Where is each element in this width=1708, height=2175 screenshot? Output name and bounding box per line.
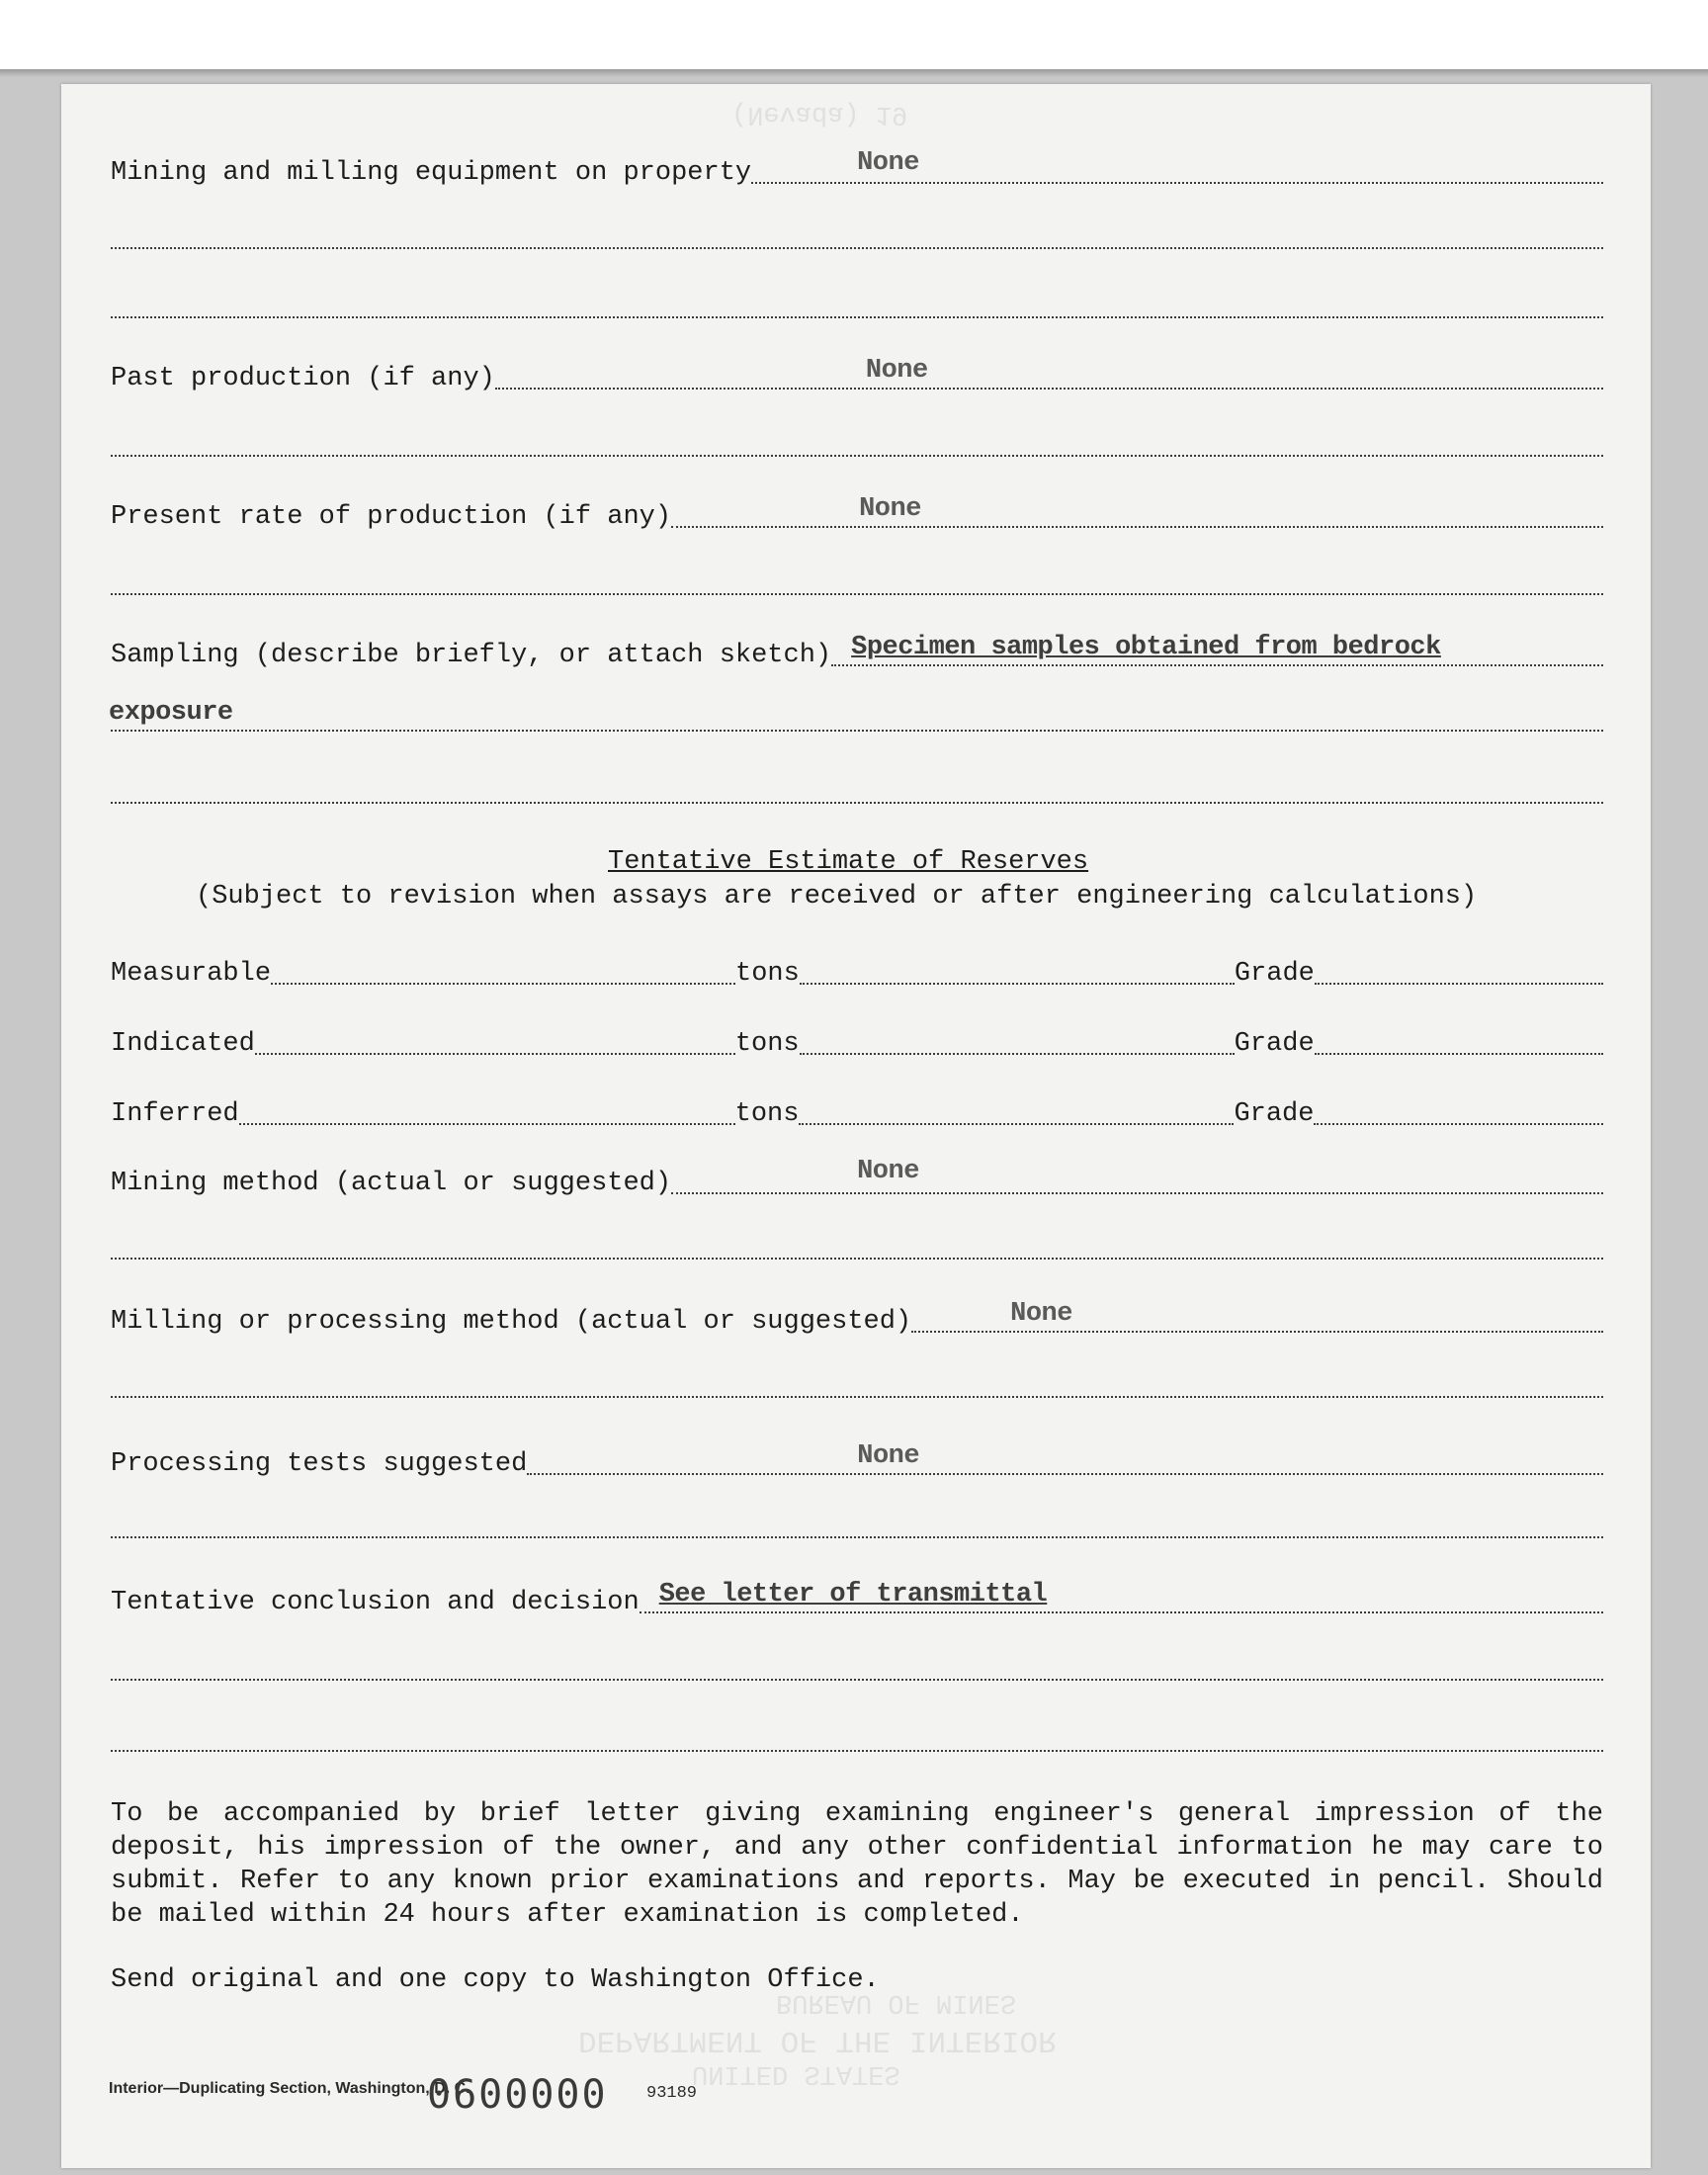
field-label: Past production (if any) (111, 364, 495, 393)
fill-line (911, 1301, 1603, 1333)
mining-method-field (111, 1159, 1603, 1198)
form-number: 93189 (646, 2084, 698, 2103)
grade-label: Grade (1234, 959, 1315, 989)
grade-label: Grade (1234, 1099, 1315, 1129)
fill-line (640, 1582, 1603, 1613)
reserve-label: Measurable (111, 959, 272, 989)
reserves-heading: Tentative Estimate of Reserves (608, 847, 1089, 877)
tons-label: tons (734, 1029, 800, 1059)
blank-line (111, 1750, 1603, 1752)
blank-line (111, 1536, 1603, 1538)
fill-line (671, 1157, 1603, 1194)
field-label: Sampling (describe briefly, or attach sketch) (111, 641, 832, 670)
printer-imprint: Interior—Duplicating Section, Washington, D. C. (109, 2080, 470, 2097)
fill-line (671, 496, 1603, 528)
tons-value-line (800, 1023, 1235, 1055)
tons-value-line (799, 1093, 1234, 1125)
field-value: Specimen samples obtained from bedrock (851, 633, 1441, 662)
sampling-field (111, 631, 1603, 670)
mining-equipment-field (111, 148, 1603, 188)
fill-line (495, 358, 1603, 390)
blank-line (111, 1258, 1603, 1260)
tons-value-line (800, 953, 1235, 985)
tons-label: tons (735, 959, 800, 989)
tons-fill-line (271, 953, 735, 985)
grade-fill-line (1315, 953, 1603, 985)
field-value: None (865, 356, 928, 386)
reserve-label: Inferred (111, 1099, 239, 1129)
field-label: Mining method (actual or suggested) (111, 1169, 672, 1198)
instructions-paragraph: To be accompanied by brief letter giving examining engineer's general impression of the deposit, his impression of the owner, and any other confidential information he may care to submit. Refer to any known prior examinations and reports. May be executed in pencil. Should be mailed within 24 hours after examination is completed. (111, 1799, 1603, 1930)
reserve-row-inferred (111, 1089, 1603, 1129)
tons-fill-line (239, 1093, 735, 1125)
fill-line (751, 148, 1603, 184)
field-value: None (857, 1441, 920, 1471)
grade-fill-line (1314, 1093, 1603, 1125)
milling-method-field (111, 1297, 1603, 1337)
blank-line (111, 802, 1603, 804)
fill-line (831, 635, 1603, 666)
blank-line (111, 247, 1603, 249)
field-label: Present rate of production (if any) (111, 502, 672, 532)
field-value: None (857, 1157, 919, 1186)
blank-line (111, 1679, 1603, 1681)
field-label: Mining and milling equipment on property (111, 158, 752, 188)
blank-line (111, 1396, 1603, 1398)
processing-tests-field (111, 1439, 1603, 1479)
tons-label: tons (734, 1099, 800, 1129)
blank-line (111, 455, 1603, 457)
reserve-label: Indicated (111, 1029, 255, 1059)
conclusion-field (111, 1578, 1603, 1617)
grade-fill-line (1315, 1023, 1603, 1055)
field-value: See letter of transmittal (658, 1580, 1048, 1610)
field-value-continued: exposure (109, 698, 233, 728)
reserve-row-measurable (111, 949, 1603, 989)
scanner-edge (0, 69, 1708, 77)
blank-line (111, 316, 1603, 318)
tons-fill-line (255, 1023, 735, 1055)
field-label: Milling or processing method (actual or suggested) (111, 1307, 912, 1337)
grade-label: Grade (1234, 1029, 1315, 1059)
field-label: Tentative conclusion and decision (111, 1588, 640, 1617)
field-value: None (1010, 1299, 1072, 1329)
blank-line (111, 593, 1603, 595)
fill-line (527, 1443, 1603, 1475)
field-value: None (857, 148, 919, 178)
present-rate-field (111, 492, 1603, 532)
send-note: Send original and one copy to Washington Office. (111, 1965, 880, 1995)
reserves-subheading: (Subject to revision when assays are received or after engineering calculations) (196, 882, 1478, 912)
past-production-field (111, 354, 1603, 393)
sampling-field-continued (111, 696, 1603, 736)
reserve-row-indicated (111, 1019, 1603, 1059)
field-value: None (859, 494, 921, 524)
fill-line (111, 700, 1603, 732)
field-label: Processing tests suggested (111, 1449, 528, 1479)
document-stamp-number: 0600000 (427, 2072, 608, 2118)
